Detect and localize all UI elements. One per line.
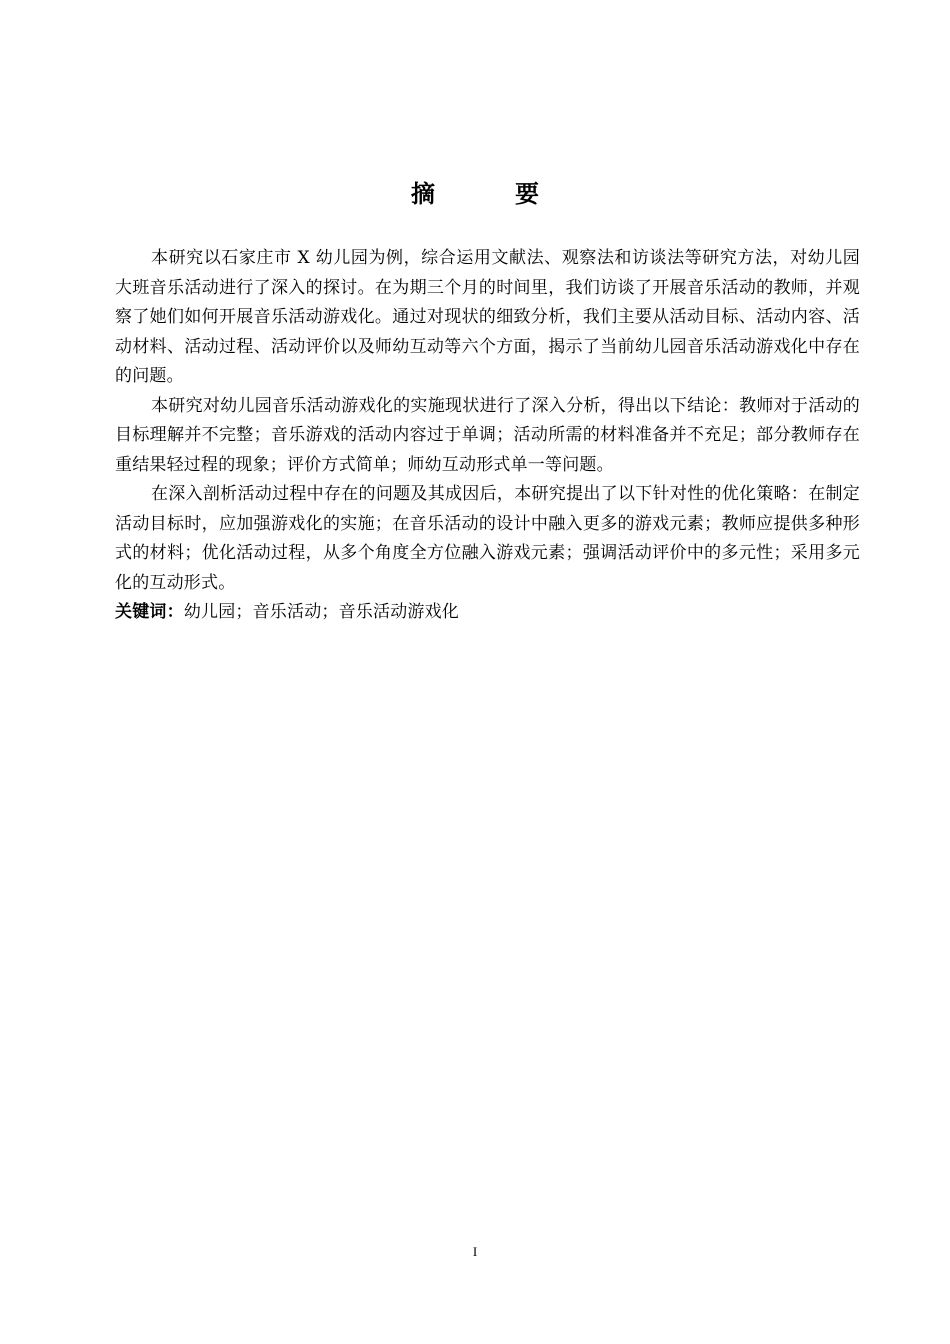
keywords-line [115,598,860,628]
abstract-body [115,244,860,628]
keywords-label: 关键词： [115,602,184,622]
abstract-paragraph-1: 本研究以石家庄市 X 幼儿园为例，综合运用文献法、观察法和访谈法等研究方法，对幼儿园大班音乐活动进行了深入的探讨。在为期三个月的时间里，我们访谈了开展音乐活动的教师，并观察了她们如何开展音乐活动游戏化。通过对现状的细致分析，我们主要从活动目标、活动内容、活动材料、活动过程、活动评价以及师幼互动等六个方面，揭示了当前幼儿园音乐活动游戏化中存在的问题。 [115,248,860,386]
abstract-paragraph-3: 在深入剖析活动过程中存在的问题及其成因后，本研究提出了以下针对性的优化策略：在制定活动目标时，应加强游戏化的实施；在音乐活动的设计中融入更多的游戏元素；教师应提供多种形式的材料；优化活动过程，从多个角度全方位融入游戏元素；强调活动评价中的多元性；采用多元化的互动形式。 [115,484,860,593]
abstract-title: 摘 要 [411,180,567,208]
keywords-value: 幼儿园；音乐活动；音乐活动游戏化 [183,602,460,622]
page-number: I [472,1244,478,1259]
abstract-paragraph-2: 本研究对幼儿园音乐活动游戏化的实施现状进行了深入分析，得出以下结论：教师对于活动的目标理解并不完整；音乐游戏的活动内容过于单调；活动所需的材料准备并不充足；部分教师存在重结果轻过程的现象；评价方式简单；师幼互动形式单一等问题。 [115,395,860,475]
